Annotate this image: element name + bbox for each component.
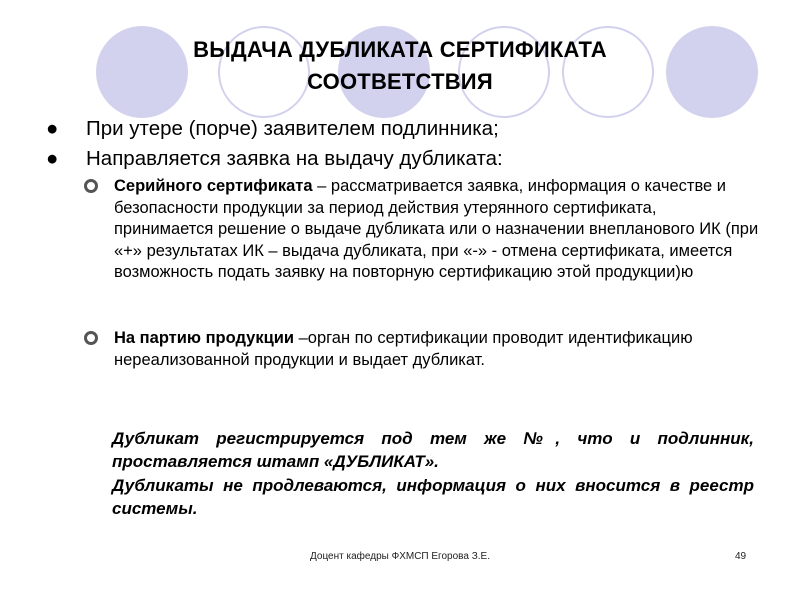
note-duplicate-no-extension: Дубликаты не продлеваются, информация о них вносится в реестр системы. (112, 476, 754, 518)
sub-bullet-batch-text (114, 328, 760, 371)
page-number: 49 (735, 551, 747, 562)
slide-title (100, 34, 700, 98)
sub-bullet-serial-text (114, 176, 760, 284)
footer-author: Доцент кафедры ФХМСП Егорова З.Е. (310, 551, 490, 562)
sub-bullet-serial-bold: Серийного сертификата (114, 177, 313, 195)
sub-bullet-batch-body: –орган по сертификации проводит идентификацию нереализованной продукции и выдает дубликат. (114, 329, 693, 369)
sub-bullet-batch (84, 328, 760, 371)
sub-bullet-serial (84, 176, 760, 284)
bullet-dot-icon: ● (46, 147, 59, 170)
sub-bullet-batch-bold: На партию продукции (114, 329, 295, 347)
sub-bullet-serial-body: – рассматривается заявка, информация о качестве и безопасности продукции за период действия утерянного сертификата, принимается решение о выдаче дубликата или о назначении внепланового ИК (при «+» результатах ИК – выдача дубликата, при «-» - отмена сертификата, имеется возможность подать заявку на повторную сертификацию этой продукции)ю (114, 177, 759, 281)
slide-title-line-1: ВЫДАЧА ДУБЛИКАТА СЕРТИФИКАТА (193, 37, 607, 62)
note-duplicate-registration: Дубликат регистрируется под тем же №, что и подлинник, проставляется штамп «ДУБЛИКАТ». (112, 429, 754, 471)
bullet-text-2: Направляется заявка на выдачу дубликата: (86, 147, 503, 170)
bullet-dot-icon: ● (46, 117, 59, 140)
ring-bullet-icon (84, 179, 98, 193)
bullet-text-1: При утере (порче) заявителем подлинника; (86, 117, 499, 140)
ring-bullet-icon (84, 331, 98, 345)
slide-title-line-2: СООТВЕТСТВИЯ (307, 69, 493, 94)
